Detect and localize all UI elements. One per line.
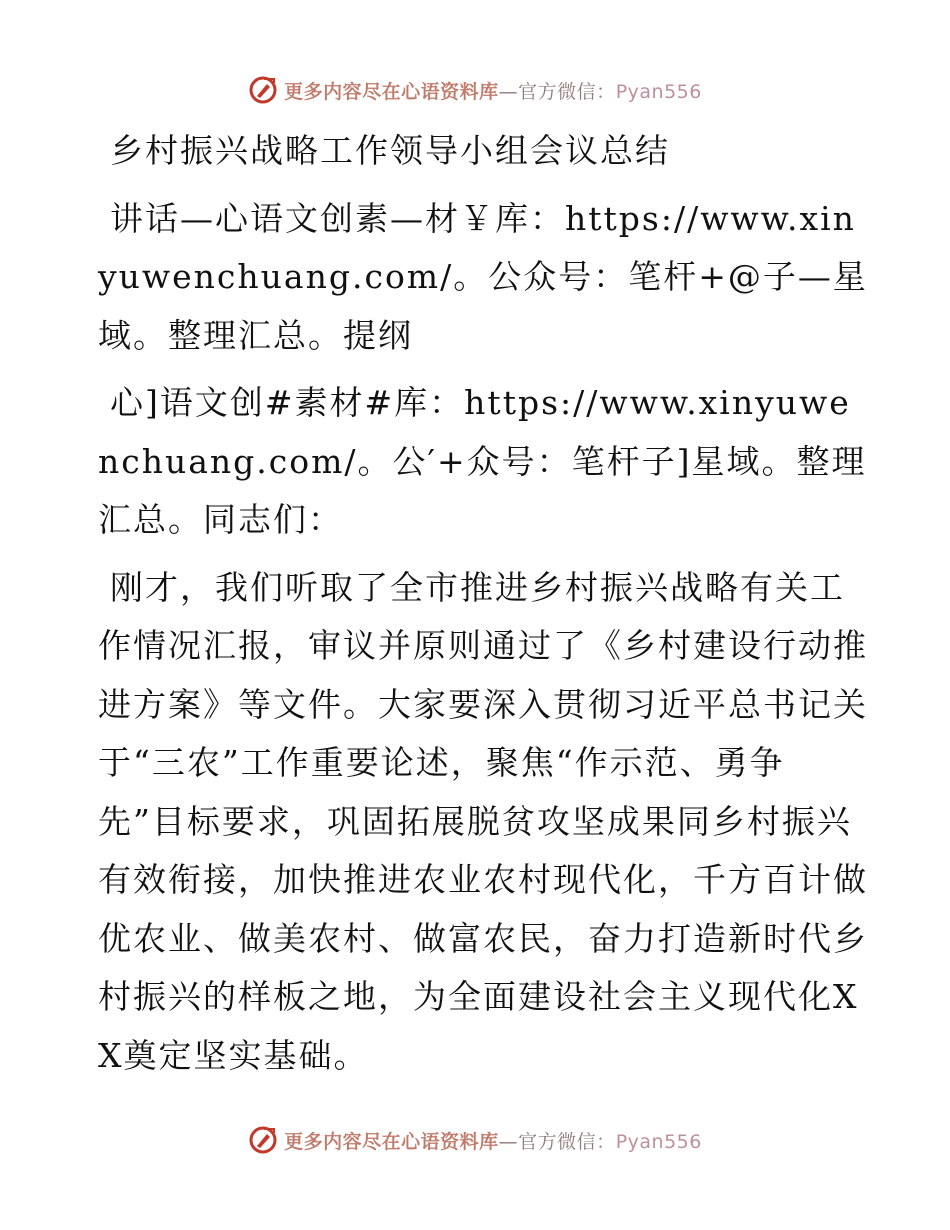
paragraph-2: 心]语文创#素材#库：https://www.xinyuwenchuang.com/。公′+众号：笔杆子]星域。整理汇总。同志们： [98, 383, 867, 539]
paragraph-3: 刚才，我们听取了全市推进乡村振兴战略有关工作情况汇报，审议并原则通过了《乡村建设行动推进方案》等文件。大家要深入贯彻习近平总书记关于“三农”工作重要论述，聚焦“作示范、勇争先”目标要求，巩固拓展脱贫攻坚成果同乡村振兴有效衔接，加快推进农业农村现代化，千方百计做优农业、做美农村、做富农民，奋力打造新时代乡村振兴的样板之地，为全面建设社会主义现代化XX奠定坚实基础。 [98, 567, 868, 1075]
document-body [98, 122, 868, 1085]
header-watermark-banner [0, 70, 950, 110]
pen-nib-circle-icon [248, 1125, 278, 1155]
watermark-text [284, 1127, 702, 1154]
watermark-contact-id: Pyan556 [615, 80, 702, 103]
watermark-brand: 更多内容尽在心语资料库 [284, 1130, 499, 1153]
watermark-contact-label: —官方微信： [498, 1130, 616, 1153]
watermark-text [284, 77, 702, 104]
watermark-contact-label: —官方微信： [498, 80, 616, 103]
watermark-contact-id: Pyan556 [615, 1130, 702, 1153]
pen-nib-circle-icon [248, 75, 278, 105]
watermark-brand: 更多内容尽在心语资料库 [284, 80, 499, 103]
paragraph-1: 讲话—心语文创素—材￥库：https://www.xinyuwenchuang.com/。公众号：笔杆+@子—星域。整理汇总。提纲 [98, 198, 868, 355]
footer-watermark-banner [0, 1120, 950, 1160]
document-title: 乡村振兴战略工作领导小组会议总结 [110, 131, 670, 170]
